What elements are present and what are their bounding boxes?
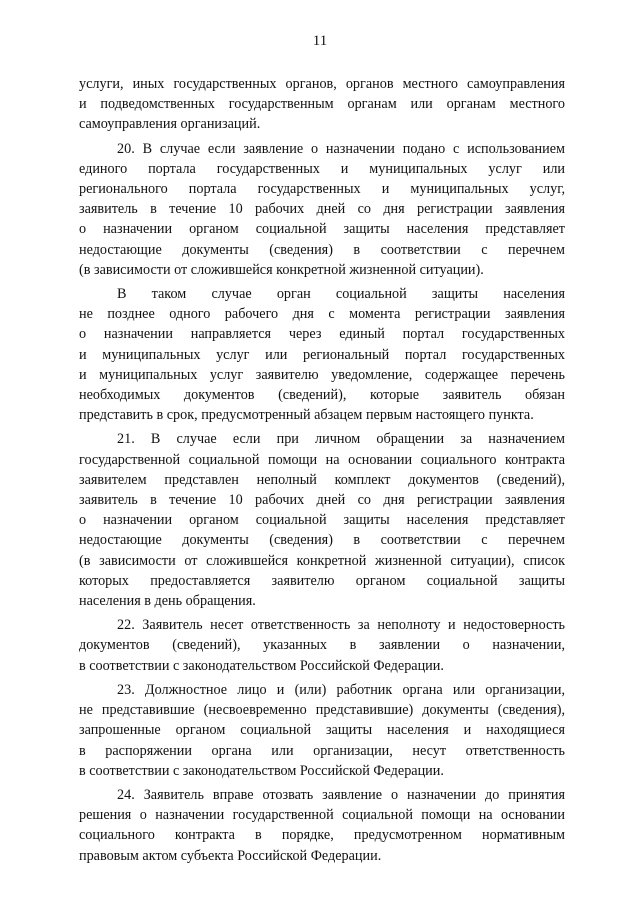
text-line: 24. Заявитель вправе отозвать заявление о назначении до принятия <box>117 786 565 803</box>
text-line: необходимых документов (сведений), которые заявитель обязан <box>79 387 565 404</box>
text-line: 20. В случае если заявление о назначении подано с использованием <box>117 140 565 157</box>
text-line: которых предоставляется заявителю органом социальной защиты <box>79 572 565 589</box>
text-line: о назначении органом социальной защиты населения представляет <box>79 512 565 529</box>
page-number: 11 <box>312 33 328 49</box>
text-line: правовым актом субъекта Российской Федерации. <box>79 847 382 864</box>
text-line: в распоряжении органа или организации, несут ответственность <box>79 742 565 759</box>
text-line: и муниципальных услуг или региональный портал государственных <box>79 346 565 363</box>
text-line: 22. Заявитель несет ответственность за неполноту и недостоверность <box>117 617 565 634</box>
text-line: единого портала государственных и муниципальных услуг или <box>79 160 565 177</box>
text-line: запрошенные органом социальной защиты населения и находящиеся <box>79 722 565 739</box>
text-line: регионального портала государственных и муниципальных услуг, <box>79 181 565 198</box>
text-line: услуги, иных государственных органов, органов местного самоуправления <box>79 76 565 92</box>
text-line: решения о назначении государственной социальной помощи на основании <box>79 807 565 824</box>
text-line: (в зависимости от сложившейся конкретной жизненной ситуации), список <box>79 552 565 569</box>
text-line: самоуправления организаций. <box>79 116 261 133</box>
text-line: недостающие документы (сведения) в соответствии с перечнем <box>79 532 565 549</box>
text-line: не представившие (несвоевременно представившие) документы (сведения), <box>79 702 565 719</box>
text-line: и муниципальных услуг заявителю уведомление, содержащее перечень <box>79 366 565 383</box>
text-line: населения в день обращения. <box>79 593 256 610</box>
paragraph-p0 <box>79 74 565 135</box>
text-line: 23. Должностное лицо и (или) работник органа или организации, <box>117 681 565 698</box>
text-line: представить в срок, предусмотренный абзацем первым настоящего пункта. <box>79 407 534 424</box>
text-line: и подведомственных государственным органам или органам местного <box>79 96 565 113</box>
text-line: социального контракта в порядке, предусмотренном нормативным <box>79 827 565 844</box>
text-line: государственной социальной помощи на основании социального контракта <box>79 451 565 468</box>
text-line: (в зависимости от сложившейся конкретной жизненной ситуации). <box>79 261 484 278</box>
text-line: В таком случае орган социальной защиты населения <box>117 286 565 303</box>
paragraph-p23 <box>79 680 565 781</box>
text-line: не позднее одного рабочего дня с момента регистрации заявления <box>79 306 565 323</box>
paragraph-p22 <box>79 615 565 676</box>
text-line: в соответствии с законодательством Российской Федерации. <box>79 762 444 779</box>
paragraph-p21 <box>79 429 565 611</box>
text-line: документов (сведений), указанных в заявлении о назначении, <box>79 637 565 654</box>
text-line: о назначении направляется через единый портал государственных <box>79 326 565 343</box>
text-line: 21. В случае если при личном обращении за назначением <box>117 431 565 448</box>
document-body <box>79 74 565 870</box>
text-line: заявитель в течение 10 рабочих дней со дня регистрации заявления <box>79 492 565 509</box>
paragraph-p24 <box>79 785 565 866</box>
paragraph-p20 <box>79 139 565 280</box>
text-line: о назначении органом социальной защиты населения представляет <box>79 221 565 238</box>
text-line: заявителем представлен неполный комплект документов (сведений), <box>79 471 565 488</box>
text-line: в соответствии с законодательством Российской Федерации. <box>79 657 444 674</box>
text-line: заявитель в течение 10 рабочих дней со дня регистрации заявления <box>79 201 565 218</box>
paragraph-p20b <box>79 284 565 425</box>
text-line: недостающие документы (сведения) в соответствии с перечнем <box>79 241 565 258</box>
